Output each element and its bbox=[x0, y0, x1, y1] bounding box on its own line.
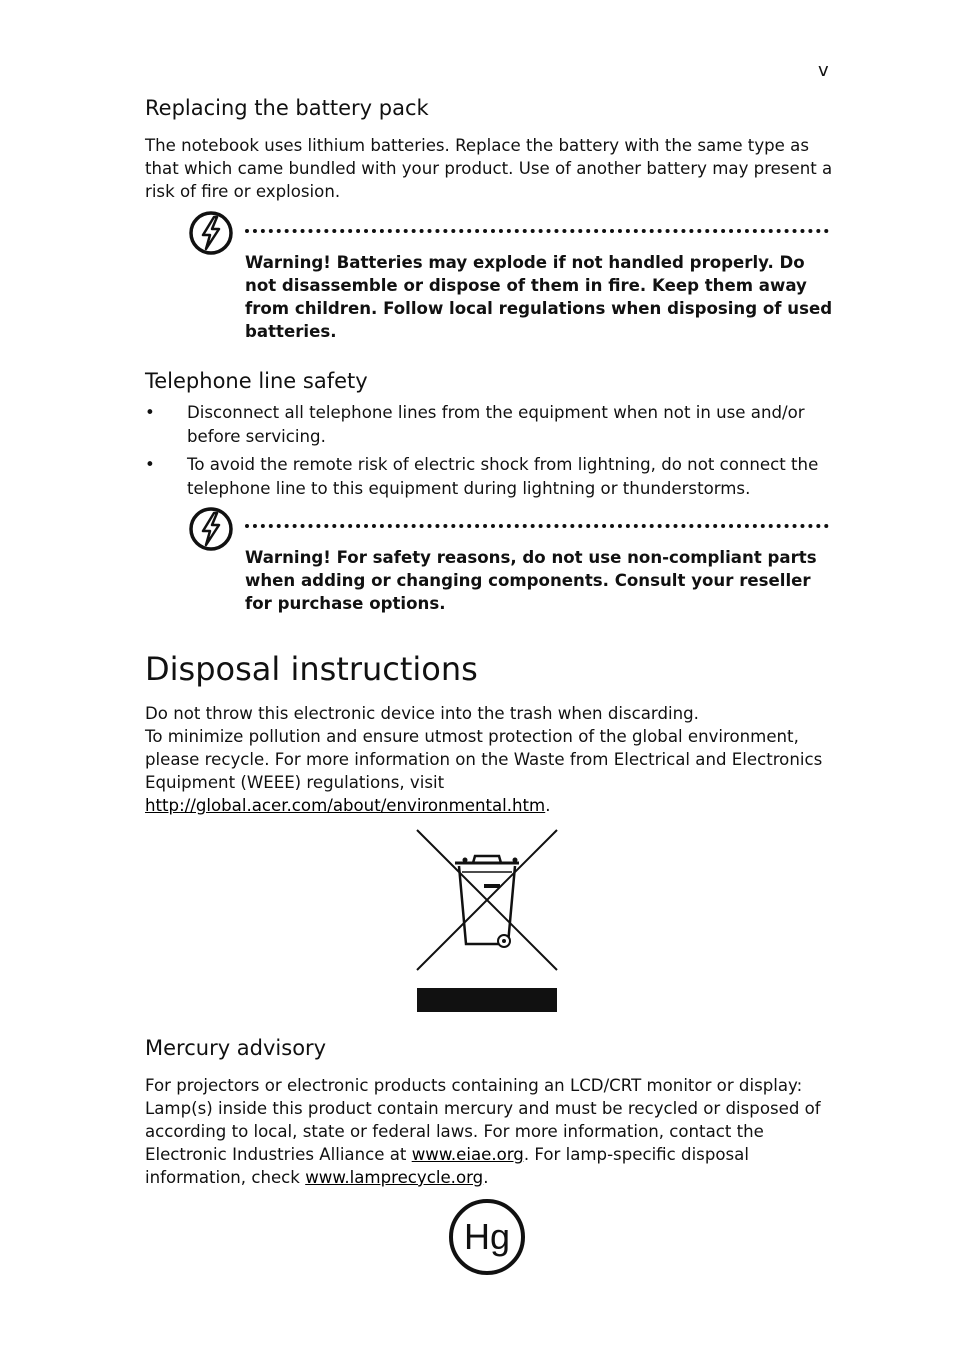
list-item: • Disconnect all telephone lines from the equipment when not in use and/or before servicing. bbox=[145, 403, 805, 446]
eiae-link[interactable]: www.eiae.org bbox=[411, 1145, 524, 1164]
lightning-warning-icon bbox=[187, 505, 235, 553]
warning-divider bbox=[245, 229, 829, 233]
mercury-hg-icon bbox=[447, 1197, 527, 1277]
disposal-paragraph: Do not throw this electronic device into the trash when discarding. To minimize pollution and ensure utmost protection of the global environment, please recycle. For more information on the Waste from Electrical and Electronics Equipment (WEEE) regulations, visit http://global.acer.com/about/environmental.htm. bbox=[145, 704, 823, 815]
battery-warning-text: Warning! Batteries may explode if not handled properly. Do not disassemble or dispose of them in fire. Keep them away from children. Follow local regulations when disposing of used batteries. bbox=[245, 253, 833, 341]
page-number: v bbox=[818, 60, 829, 81]
telephone-warning-text: Warning! For safety reasons, do not use non-compliant parts when adding or changing components. Consult your reseller for purchase options. bbox=[245, 548, 817, 613]
crossed-out-bin-icon bbox=[415, 826, 559, 1014]
mercury-heading: Mercury advisory bbox=[145, 1036, 327, 1060]
lamprecycle-link[interactable]: www.lamprecycle.org bbox=[305, 1168, 484, 1187]
battery-heading: Replacing the battery pack bbox=[145, 96, 429, 120]
environmental-link[interactable]: http://global.acer.com/about/environmental.htm bbox=[145, 796, 546, 815]
bullet-glyph: • bbox=[145, 455, 155, 474]
mercury-paragraph: For projectors or electronic products containing an LCD/CRT monitor or display: Lamp(s) inside this product contain mercury and must be recycled or disposed of according to local, state or federal laws. For more information, contact the Electronic Industries Alliance at www.eiae.org. For lamp-specific disposal information, check www.lamprecycle.org. bbox=[145, 1076, 821, 1187]
bullet-glyph: • bbox=[145, 403, 155, 422]
lightning-warning-icon bbox=[187, 209, 235, 257]
telephone-bullet-list bbox=[145, 401, 835, 505]
disposal-heading: Disposal instructions bbox=[145, 650, 478, 688]
hg-symbol: Hg bbox=[463, 1216, 511, 1257]
warning-divider bbox=[245, 524, 829, 528]
battery-paragraph: The notebook uses lithium batteries. Replace the battery with the same type as that which came bundled with your product. Use of another battery may present a risk of fire or explosion. bbox=[145, 136, 833, 201]
telephone-heading: Telephone line safety bbox=[145, 369, 368, 393]
list-item: • To avoid the remote risk of electric shock from lightning, do not connect the telephone line to this equipment during lightning or thunderstorms. bbox=[145, 455, 819, 498]
